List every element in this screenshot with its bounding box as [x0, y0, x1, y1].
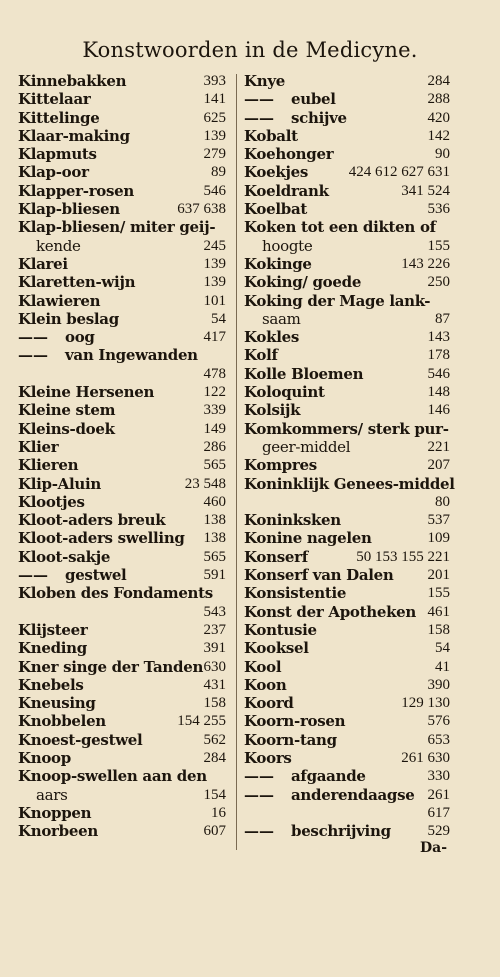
index-term: Klapper-rosen [18, 181, 135, 200]
page-reference: 139 [203, 127, 226, 144]
page-reference: 139 [203, 274, 226, 291]
index-entry [18, 529, 226, 547]
page-reference: 607 [203, 823, 226, 840]
index-entry [244, 584, 450, 602]
index-term: Komkommers/ sterk pur- [244, 419, 449, 438]
index-entry [244, 749, 450, 767]
index-entry [18, 292, 226, 310]
index-term: Knoppen [18, 803, 92, 822]
index-entry [18, 475, 226, 493]
index-term: Kokinge [244, 254, 312, 273]
index-term: schijve [291, 108, 347, 127]
index-term: Kneusing [18, 694, 96, 713]
index-entry [18, 438, 226, 456]
page-reference: 178 [427, 347, 450, 364]
index-entry [244, 346, 450, 364]
index-entry [244, 72, 450, 90]
index-entry [18, 145, 226, 163]
page-reference: 148 [427, 384, 450, 401]
page-reference: 536 [427, 201, 450, 218]
page-reference: 630 [203, 658, 226, 675]
index-entry [244, 474, 455, 493]
index-term: Kontusie [244, 620, 317, 639]
index-entry [18, 127, 226, 145]
index-term: Kittelinge [18, 108, 100, 127]
index-term: Kool [244, 657, 282, 676]
page-reference: 54 [435, 640, 450, 657]
page-reference: 109 [427, 530, 450, 547]
index-entry [244, 621, 450, 639]
index-entry [18, 401, 226, 419]
index-term: Koninksken [244, 511, 341, 530]
page-reference: 50 153 155 221 [356, 548, 450, 565]
index-entry [18, 365, 226, 383]
page-reference: 41 [435, 658, 450, 675]
index-term: Koord [244, 694, 294, 713]
index-term: gestwel [65, 566, 127, 585]
index-entry [18, 804, 226, 822]
ditto-dash: —— [18, 328, 48, 347]
index-entry [244, 566, 450, 584]
page-reference: 261 [427, 786, 450, 803]
index-term: Kleine stem [18, 401, 116, 420]
index-entry [18, 822, 226, 840]
ditto-dash: —— [244, 785, 274, 804]
page-reference: 143 [427, 329, 450, 346]
index-term: Koehonger [244, 145, 334, 164]
index-term: aars [36, 785, 68, 804]
page-reference: 390 [427, 676, 450, 693]
page-reference: 129 130 [401, 695, 450, 712]
index-entry [244, 511, 450, 529]
index-entry [244, 365, 450, 383]
index-entry [18, 109, 226, 127]
index-term: Koelbat [244, 200, 307, 219]
index-entry [18, 511, 226, 529]
page-reference: 89 [211, 164, 226, 181]
index-term: Koekjes [244, 163, 308, 182]
index-entry [244, 163, 450, 181]
ditto-dash: —— [244, 90, 274, 109]
page-reference: 154 [203, 786, 226, 803]
index-term: Klap-bliesen [18, 200, 120, 219]
index-term: Koorn-tang [244, 730, 337, 749]
index-term: Koors [244, 748, 292, 767]
page-reference: 339 [203, 402, 226, 419]
index-term: Koking der Mage lank- [244, 291, 431, 310]
page-reference: 146 [427, 402, 450, 419]
page-reference: 391 [203, 640, 226, 657]
index-term: Kneding [18, 639, 87, 658]
page-reference: 565 [203, 548, 226, 565]
index-term: kende [36, 236, 81, 255]
page-reference: 286 [203, 438, 226, 455]
index-term: Kloot-aders swelling [18, 529, 185, 548]
index-entry [244, 127, 450, 145]
page-reference: 245 [203, 237, 226, 254]
index-entry [18, 237, 226, 255]
page-reference: 138 [203, 530, 226, 547]
index-entry [18, 90, 226, 108]
index-entry [244, 145, 450, 163]
index-term: Kompres [244, 456, 317, 475]
index-term: Klap-bliesen/ miter geij- [18, 218, 216, 237]
page-reference: 237 [203, 621, 226, 638]
index-entry [18, 383, 226, 401]
index-term: anderendaagse [291, 785, 415, 804]
index-entry [244, 804, 450, 822]
index-entry [244, 529, 450, 547]
index-term: Klieren [18, 456, 79, 475]
index-entry [244, 767, 450, 785]
index-term: Knobbelen [18, 712, 106, 731]
index-entry [18, 255, 226, 273]
index-term: Klawieren [18, 291, 101, 310]
index-term: afgaande [291, 767, 366, 786]
index-term: Kooksel [244, 639, 309, 658]
page-reference: 543 [203, 603, 226, 620]
index-term: Kloot-sakje [18, 547, 111, 566]
index-term: Kolsijk [244, 401, 301, 420]
index-term: Koninklijk Genees-middel [244, 474, 455, 493]
index-entry [18, 163, 226, 181]
index-term: Konserf van Dalen [244, 566, 394, 585]
index-term: Kobalt [244, 126, 298, 145]
index-entry [244, 822, 450, 840]
index-term: Koorn-rosen [244, 712, 346, 731]
index-term: Konst der Apotheken [244, 602, 417, 621]
index-entry [244, 438, 450, 456]
index-term: Koking/ goede [244, 273, 362, 292]
index-term: geer-middel [262, 437, 351, 456]
page-reference: 330 [427, 768, 450, 785]
page-reference: 80 [435, 493, 450, 510]
index-entry [18, 493, 226, 511]
index-entry [244, 603, 450, 621]
index-term: Kleins-doek [18, 419, 115, 438]
page-reference: 139 [203, 255, 226, 272]
index-entry [244, 731, 450, 749]
page-reference: 576 [427, 713, 450, 730]
page-reference: 653 [427, 731, 450, 748]
index-term: Knorbeen [18, 822, 98, 841]
ditto-dash: —— [18, 566, 48, 585]
index-term: Knoest-gestwel [18, 730, 143, 749]
index-term: Kolle Bloemen [244, 364, 364, 383]
page-reference: 625 [203, 109, 226, 126]
page-reference: 424 612 627 631 [348, 164, 450, 181]
ditto-dash: —— [18, 346, 48, 365]
index-term: Kloben des Fondaments [18, 584, 213, 603]
index-entry [244, 658, 450, 676]
page-reference: 23 548 [184, 475, 226, 492]
index-entry [18, 218, 226, 236]
index-entry [18, 731, 226, 749]
page-reference: 279 [203, 146, 226, 163]
page-reference: 417 [203, 329, 226, 346]
index-term: Klaar-making [18, 126, 130, 145]
page-reference: 138 [203, 512, 226, 529]
index-term: Konserf [244, 547, 308, 566]
page-reference: 142 [427, 127, 450, 144]
index-term: hoogte [262, 236, 313, 255]
index-entry [244, 639, 450, 657]
left-index-column [18, 72, 226, 840]
index-entry [244, 273, 450, 291]
page-reference: 143 226 [401, 255, 450, 272]
page-reference: 460 [203, 493, 226, 510]
page-reference: 284 [203, 749, 226, 766]
index-term: Koeldrank [244, 181, 329, 200]
index-entry [244, 676, 450, 694]
ditto-dash: —— [244, 822, 274, 841]
index-entry [244, 237, 450, 255]
index-term: Koken tot een dikten of [244, 218, 436, 237]
index-entry [18, 786, 226, 804]
page-reference: 284 [427, 73, 450, 89]
index-entry [244, 90, 450, 108]
index-entry [18, 328, 226, 346]
index-term: Kleine Hersenen [18, 383, 155, 402]
index-entry [18, 200, 226, 218]
index-entry [18, 712, 226, 730]
index-entry [244, 200, 450, 218]
index-term: Konine nagelen [244, 529, 372, 548]
page-reference: 158 [427, 621, 450, 638]
page-reference: 250 [427, 274, 450, 291]
index-term: Klijsteer [18, 620, 88, 639]
index-entry [18, 603, 226, 621]
page-reference: 546 [203, 182, 226, 199]
page-reference: 54 [211, 310, 226, 327]
index-term: Kner singe der Tanden [18, 657, 204, 676]
page-reference: 221 [427, 438, 450, 455]
index-term: Klap-oor [18, 163, 89, 182]
index-entry [244, 712, 450, 730]
index-term: Knebels [18, 675, 84, 694]
index-term: Klip-Aluin [18, 474, 101, 493]
index-term: Knye [244, 72, 286, 90]
page-reference: 149 [203, 420, 226, 437]
index-entry [244, 109, 450, 127]
index-entry [244, 310, 450, 328]
index-term: Koon [244, 675, 287, 694]
page-reference: 201 [427, 567, 450, 584]
page-reference: 87 [435, 310, 450, 327]
index-entry [18, 658, 226, 676]
page-reference: 101 [203, 292, 226, 309]
index-entry [18, 273, 226, 291]
index-entry [244, 218, 450, 236]
index-term: Koloquint [244, 383, 325, 402]
index-term: Kloot-aders breuk [18, 511, 166, 530]
index-term: Kolf [244, 346, 278, 365]
right-index-column [244, 72, 455, 841]
index-entry [18, 639, 226, 657]
index-term: Klier [18, 437, 59, 456]
index-term: Klapmuts [18, 145, 97, 164]
page-reference: 478 [203, 365, 226, 382]
page-reference: 529 [427, 823, 450, 840]
index-entry [244, 383, 450, 401]
index-entry [18, 767, 226, 785]
index-term: Knoop-swellen aan den [18, 767, 207, 786]
page-reference: 341 524 [401, 182, 450, 199]
index-entry [244, 456, 450, 474]
page-reference: 288 [427, 91, 450, 108]
index-entry [244, 420, 450, 438]
page-reference: 431 [203, 676, 226, 693]
index-entry [244, 548, 450, 566]
index-entry [244, 401, 450, 419]
page-reference: 591 [203, 567, 226, 584]
index-entry [244, 255, 450, 273]
index-term: Kokles [244, 328, 299, 347]
index-entry [18, 694, 226, 712]
page-reference: 546 [427, 365, 450, 382]
index-entry [244, 694, 450, 712]
index-term: Knoop [18, 748, 71, 767]
page-reference: 122 [203, 384, 226, 401]
page-reference: 16 [211, 804, 226, 821]
page-reference: 461 [427, 603, 450, 620]
page-reference: 420 [427, 109, 450, 126]
index-entry [18, 346, 226, 364]
page-title: Konstwoorden in de Medicyne. [82, 38, 418, 62]
index-term: Kittelaar [18, 90, 91, 109]
index-entry [18, 566, 226, 584]
index-entry [18, 749, 226, 767]
ditto-dash: —— [244, 767, 274, 786]
index-term: Klarei [18, 254, 68, 273]
index-term: Kinnebakken [18, 72, 127, 90]
index-entry [18, 548, 226, 566]
index-term: Klaretten-wijn [18, 273, 136, 292]
index-entry [244, 786, 450, 804]
index-term: saam [262, 309, 301, 328]
index-term: Klein beslag [18, 309, 119, 328]
index-term: beschrijving [291, 822, 391, 841]
index-entry [18, 72, 226, 90]
column-divider [236, 74, 237, 850]
index-entry [18, 584, 226, 602]
index-entry [244, 493, 450, 511]
page-reference: 537 [427, 512, 450, 529]
index-entry [18, 676, 226, 694]
page-reference: 155 [427, 237, 450, 254]
page-reference: 154 255 [177, 713, 226, 730]
page-reference: 565 [203, 457, 226, 474]
page-reference: 393 [203, 73, 226, 89]
page-reference: 562 [203, 731, 226, 748]
page-reference: 617 [427, 804, 450, 821]
index-entry [18, 420, 226, 438]
index-term: eubel [291, 90, 336, 109]
page-reference: 158 [203, 695, 226, 712]
index-term: Konsistentie [244, 584, 347, 603]
ditto-dash: —— [244, 108, 274, 127]
page-reference: 141 [203, 91, 226, 108]
index-entry [18, 182, 226, 200]
index-term: Klootjes [18, 492, 85, 511]
page-reference: 155 [427, 585, 450, 602]
index-term: oog [65, 328, 95, 347]
page-reference: 207 [427, 457, 450, 474]
page-reference: 90 [435, 146, 450, 163]
index-entry [244, 328, 450, 346]
index-term: van Ingewanden [65, 346, 198, 365]
page-reference: 261 630 [401, 749, 450, 766]
index-entry [18, 310, 226, 328]
index-entry [18, 621, 226, 639]
page-reference: 637 638 [177, 201, 226, 218]
catchword: Da- [420, 840, 448, 856]
index-entry [18, 456, 226, 474]
index-entry [244, 182, 450, 200]
index-entry [244, 292, 450, 310]
